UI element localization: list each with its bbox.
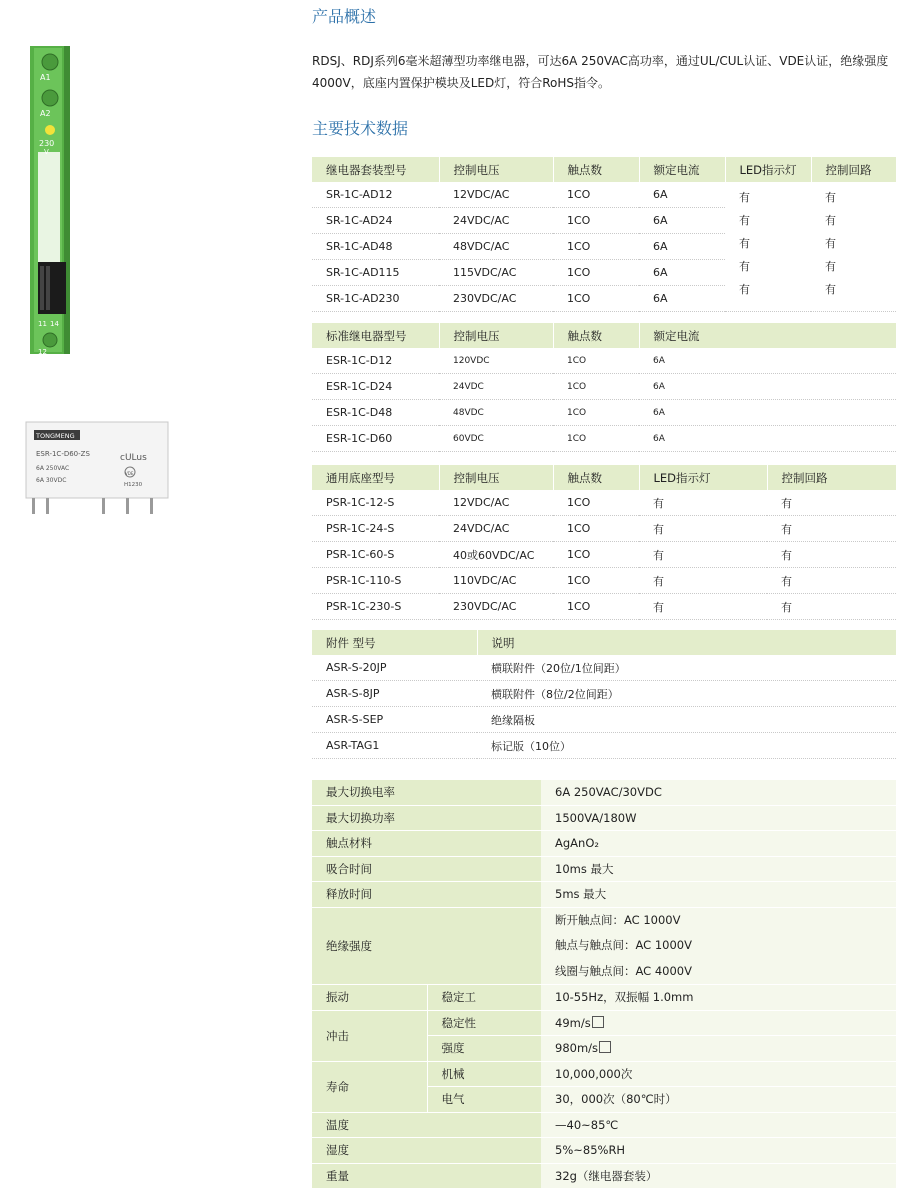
table-cell: 有 — [767, 516, 896, 542]
table-row — [312, 856, 896, 882]
table-cell: SR-1C-AD48 — [312, 234, 439, 260]
table-header-cell: 继电器套装型号 — [312, 157, 439, 182]
table-row — [312, 1061, 896, 1087]
table-header-cell: 触点数 — [553, 323, 639, 348]
rating-dc-label: 6A 30VDC — [36, 477, 67, 484]
table-cell: 230VDC/AC — [439, 286, 553, 312]
param-value: 10-55Hz，双振幅 1.0mm — [541, 985, 896, 1011]
overview-heading: 产品概述 — [312, 7, 377, 26]
param-sublabel: 强度 — [427, 1036, 541, 1062]
table-cell: 6A — [639, 208, 725, 234]
table-cell: 6A — [639, 286, 725, 312]
table-row — [312, 882, 896, 908]
table-row — [312, 568, 896, 594]
param-value: 10ms 最大 — [541, 856, 896, 882]
relay-base-image — [20, 40, 82, 360]
table-cell: 1CO — [553, 426, 639, 452]
table-cell: 1CO — [553, 208, 639, 234]
table-cell: PSR-1C-24-S — [312, 516, 439, 542]
table-row — [312, 681, 896, 707]
terminal-a1-label: A1 — [40, 73, 51, 82]
table-cell: 1CO — [553, 594, 639, 620]
table-cell: 有 — [825, 237, 836, 250]
table-cell: 24VDC/AC — [439, 516, 553, 542]
relay-kit-table — [312, 157, 896, 312]
param-value: 32g（继电器套装） — [541, 1163, 896, 1189]
table-cell: 1CO — [553, 400, 639, 426]
param-label: 触点材料 — [312, 831, 541, 857]
table-row — [312, 182, 896, 208]
param-value: 1500VA/180W — [541, 805, 896, 831]
table-row — [312, 348, 896, 374]
terminal-11-label: 11 — [38, 320, 47, 328]
unknown-glyph-icon — [599, 1041, 611, 1053]
param-sublabel: 机械 — [427, 1061, 541, 1087]
table-cell: 6A — [639, 374, 896, 400]
table-cell: 24VDC — [439, 374, 553, 400]
terminal-a2-label: A2 — [40, 109, 51, 118]
table-cell: SR-1C-AD24 — [312, 208, 439, 234]
table-cell: 有 — [767, 594, 896, 620]
table-row — [312, 374, 896, 400]
table-cell: ASR-S-20JP — [312, 655, 477, 681]
param-label: 吸合时间 — [312, 856, 541, 882]
param-value: 5%~85%RH — [541, 1138, 896, 1164]
table-cell: 有 — [639, 516, 767, 542]
param-value — [541, 1036, 896, 1062]
table-cell: 有 — [825, 283, 836, 296]
table-cell: 60VDC — [439, 426, 553, 452]
parameters-table — [312, 780, 896, 1189]
table-cell: 115VDC/AC — [439, 260, 553, 286]
table-cell: ESR-1C-D60 — [312, 426, 439, 452]
table-row — [312, 1112, 896, 1138]
unknown-glyph-icon — [592, 1016, 604, 1028]
shock-strength-value: 980m/s — [555, 1041, 599, 1056]
brand-label: TONGMENG — [36, 432, 75, 440]
table-cell: 40或60VDC/AC — [439, 542, 553, 568]
table-cell: 绝缘隔板 — [477, 707, 896, 733]
table-cell: 1CO — [553, 568, 639, 594]
table-cell: PSR-1C-110-S — [312, 568, 439, 594]
table-cell: 有 — [639, 542, 767, 568]
table-cell: 1CO — [553, 234, 639, 260]
table-row — [312, 985, 896, 1011]
param-label: 重量 — [312, 1163, 541, 1189]
table-cell: PSR-1C-60-S — [312, 542, 439, 568]
table-cell: 6A — [639, 260, 725, 286]
table-cell: 6A — [639, 348, 896, 374]
table-row — [312, 907, 896, 985]
table-cell: 48VDC — [439, 400, 553, 426]
table-cell: 有 — [767, 542, 896, 568]
table-cell: ASR-S-SEP — [312, 707, 477, 733]
table-row — [312, 707, 896, 733]
shock-stability-value: 49m/s — [555, 1015, 591, 1030]
param-value — [541, 1010, 896, 1036]
table-header-cell: 标准继电器型号 — [312, 323, 439, 348]
table-header-cell: LED指示灯 — [725, 157, 811, 182]
table-cell: 48VDC/AC — [439, 234, 553, 260]
table-header-cell: 触点数 — [553, 157, 639, 182]
specs-heading: 主要技术数据 — [312, 119, 409, 138]
param-value: AgAnO₂ — [541, 831, 896, 857]
table-header-cell: 触点数 — [553, 465, 639, 490]
table-cell: 横联附件（8位/2位间距） — [477, 681, 896, 707]
model-label: ESR-1C-D60-ZS — [36, 450, 90, 458]
table-header-cell: 附件 型号 — [312, 630, 477, 655]
table-row — [312, 542, 896, 568]
param-label: 冲击 — [312, 1010, 427, 1061]
table-row — [312, 831, 896, 857]
table-header-cell: 控制回路 — [811, 157, 896, 182]
table-header-cell: 额定电流 — [639, 157, 725, 182]
table-cell: 有 — [739, 191, 750, 204]
param-value — [541, 907, 896, 985]
table-cell: ASR-S-8JP — [312, 681, 477, 707]
table-cell: PSR-1C-12-S — [312, 490, 439, 516]
table-cell: 1CO — [553, 182, 639, 208]
param-label: 振动 — [312, 985, 427, 1011]
table-row — [312, 490, 896, 516]
table-row — [312, 733, 896, 759]
table-cell: 有 — [639, 568, 767, 594]
table-cell: 有 — [739, 283, 750, 296]
param-label: 绝缘强度 — [312, 907, 541, 985]
table-header-cell: 通用底座型号 — [312, 465, 439, 490]
standard-relay-table — [312, 323, 896, 452]
param-label: 寿命 — [312, 1061, 427, 1112]
table-cell: 横联附件（20位/1位间距） — [477, 655, 896, 681]
table-header-cell: 控制电压 — [439, 157, 553, 182]
table-row — [312, 780, 896, 805]
table-cell: 有 — [825, 214, 836, 227]
base-table — [312, 465, 896, 620]
table-row — [312, 655, 896, 681]
voltage-label: 230 — [39, 139, 55, 148]
param-value: 30，000次（80℃时） — [541, 1087, 896, 1113]
rating-ac-label: 6A 250VAC — [36, 465, 70, 472]
control-circuit-column — [811, 182, 896, 312]
insulation-open-contacts: 断开触点间：AC 1000V — [555, 912, 681, 927]
param-value: 10,000,000次 — [541, 1061, 896, 1087]
insulation-coil-contact: 线圈与触点间：AC 4000V — [555, 963, 692, 978]
table-cell: 1CO — [553, 490, 639, 516]
param-value: 5ms 最大 — [541, 882, 896, 908]
table-cell: 有 — [825, 191, 836, 204]
table-cell: 1CO — [553, 516, 639, 542]
table-row — [312, 516, 896, 542]
table-cell: 230VDC/AC — [439, 594, 553, 620]
table-cell: 有 — [639, 594, 767, 620]
table-cell: ASR-TAG1 — [312, 733, 477, 759]
table-cell: SR-1C-AD230 — [312, 286, 439, 312]
vde-mark: VDE — [125, 471, 134, 476]
accessory-table — [312, 630, 896, 759]
table-cell: 6A — [639, 400, 896, 426]
param-label: 最大切换电率 — [312, 780, 541, 805]
code-label: H1230 — [124, 482, 143, 488]
param-sublabel: 稳定性 — [427, 1010, 541, 1036]
table-header-cell: LED指示灯 — [639, 465, 767, 490]
terminal-14-label: 14 — [50, 320, 59, 328]
param-sublabel: 稳定工 — [427, 985, 541, 1011]
table-header-cell: 说明 — [477, 630, 896, 655]
table-cell: 6A — [639, 426, 896, 452]
table-header-cell: 控制电压 — [439, 323, 553, 348]
table-cell: 6A — [639, 234, 725, 260]
overview-text: RDSJ、RDJ系列6毫米超薄型功率继电器，可达6A 250VAC高功率，通过UL/CUL认证、VDE认证，绝缘强度4000V，底座内置保护模块及LED灯，符合RoHS指令。 — [312, 54, 889, 90]
terminal-12-label: 12 — [38, 348, 47, 356]
table-cell: PSR-1C-230-S — [312, 594, 439, 620]
table-cell: 1CO — [553, 542, 639, 568]
table-row — [312, 1010, 896, 1036]
table-cell: 标记版（10位） — [477, 733, 896, 759]
relay-image — [22, 420, 172, 520]
table-cell: 120VDC — [439, 348, 553, 374]
table-cell: 有 — [767, 568, 896, 594]
table-cell: 有 — [767, 490, 896, 516]
param-value: —40~85℃ — [541, 1112, 896, 1138]
table-row — [312, 805, 896, 831]
table-cell: 有 — [739, 214, 750, 227]
table-cell: SR-1C-AD115 — [312, 260, 439, 286]
table-cell: 24VDC/AC — [439, 208, 553, 234]
table-cell: 6A — [639, 182, 725, 208]
table-row — [312, 400, 896, 426]
table-cell: ESR-1C-D24 — [312, 374, 439, 400]
led-indicator-column — [725, 182, 811, 312]
table-cell: 1CO — [553, 374, 639, 400]
table-header-cell: 控制电压 — [439, 465, 553, 490]
param-label: 释放时间 — [312, 882, 541, 908]
param-label: 最大切换功率 — [312, 805, 541, 831]
param-label: 温度 — [312, 1112, 541, 1138]
table-cell: 有 — [825, 260, 836, 273]
table-cell: 有 — [639, 490, 767, 516]
table-cell: 1CO — [553, 286, 639, 312]
table-cell: 110VDC/AC — [439, 568, 553, 594]
param-label: 湿度 — [312, 1138, 541, 1164]
table-cell: ESR-1C-D12 — [312, 348, 439, 374]
param-sublabel: 电气 — [427, 1087, 541, 1113]
table-row — [312, 426, 896, 452]
table-cell: ESR-1C-D48 — [312, 400, 439, 426]
table-cell: 12VDC/AC — [439, 490, 553, 516]
cert-label: cULus — [120, 453, 147, 463]
table-cell: 12VDC/AC — [439, 182, 553, 208]
table-row — [312, 1138, 896, 1164]
param-value: 6A 250VAC/30VDC — [541, 780, 896, 805]
table-header-cell: 控制回路 — [767, 465, 896, 490]
table-cell: 1CO — [553, 260, 639, 286]
table-row — [312, 594, 896, 620]
table-header-cell: 额定电流 — [639, 323, 896, 348]
table-cell: 有 — [739, 260, 750, 273]
voltage-unit-label: V — [44, 148, 49, 156]
table-cell: 1CO — [553, 348, 639, 374]
table-cell: 有 — [739, 237, 750, 250]
table-row — [312, 1163, 896, 1189]
table-cell: SR-1C-AD12 — [312, 182, 439, 208]
insulation-contact-contact: 触点与触点间：AC 1000V — [555, 938, 692, 952]
